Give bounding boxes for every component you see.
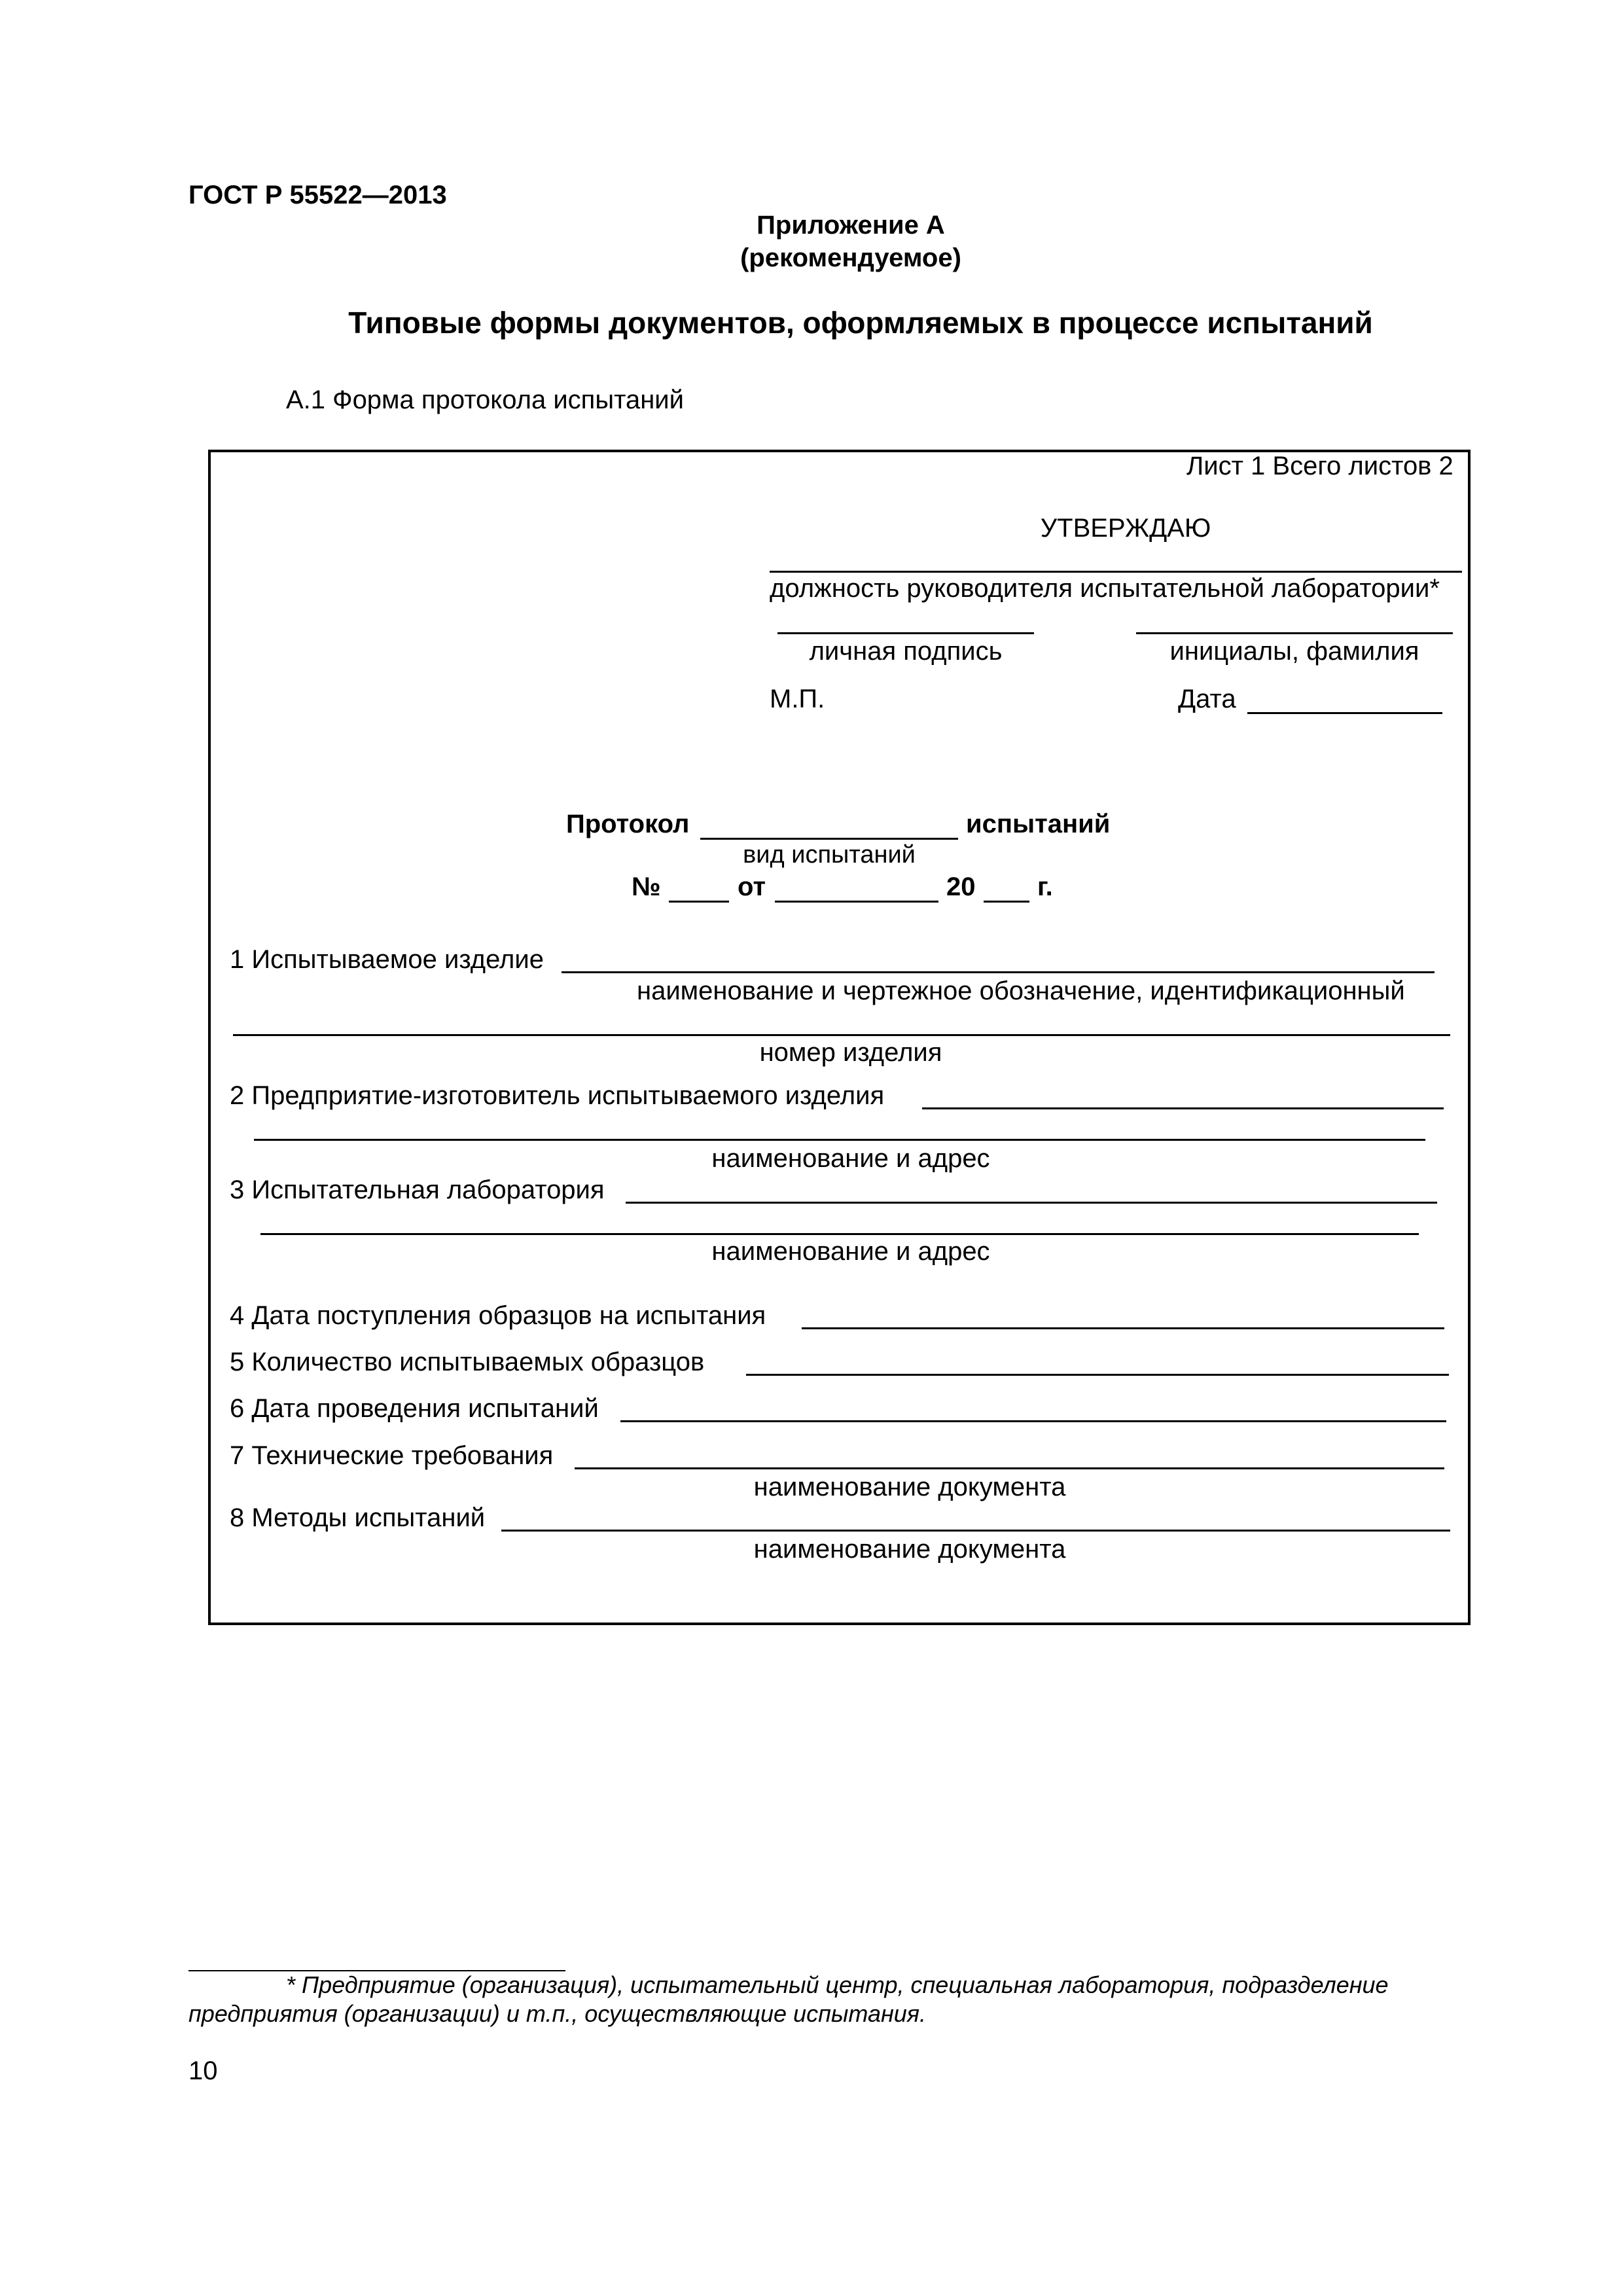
item-5-label: 5 Количество испытываемых образцов [230, 1348, 705, 1376]
footnote-line-1: * Предприятие (организация), испытательный центр, специальная лаборатория, подразделение [286, 1971, 1389, 1998]
footnote-line-2: предприятия (организации) и т.п., осуществляющие испытания. [188, 2000, 927, 2027]
item-7-line[interactable] [575, 1467, 1444, 1469]
signature-line[interactable] [777, 632, 1034, 634]
item-1-caption-2: номер изделия [759, 1038, 942, 1067]
approve-label: УТВЕРЖДАЮ [1040, 514, 1211, 543]
item-2-caption: наименование и адрес [711, 1144, 990, 1173]
item-1-label: 1 Испытываемое изделие [230, 945, 544, 974]
item-6-label: 6 Дата проведения испытаний [230, 1394, 599, 1423]
item-2-line[interactable] [922, 1107, 1444, 1109]
appendix-status: (рекомендуемое) [740, 243, 961, 272]
date-of-protocol-line[interactable] [775, 901, 938, 903]
date-label: Дата [1178, 685, 1236, 713]
name-line[interactable] [1136, 632, 1453, 634]
test-type-line[interactable] [700, 838, 958, 840]
stamp-label: М.П. [770, 685, 825, 713]
from-word: от [738, 872, 766, 901]
position-line[interactable] [770, 571, 1462, 573]
item-2-label: 2 Предприятие-изготовитель испытываемого изделия [230, 1081, 885, 1110]
item-3-caption: наименование и адрес [711, 1237, 990, 1266]
item-3-line-2[interactable] [260, 1233, 1419, 1235]
name-caption: инициалы, фамилия [1169, 637, 1419, 666]
tests-word: испытаний [966, 810, 1111, 838]
section-heading: А.1 Форма протокола испытаний [286, 386, 684, 414]
appendix-label: Приложение А [757, 211, 945, 240]
number-line[interactable] [669, 901, 729, 903]
item-4-label: 4 Дата поступления образцов на испытания [230, 1301, 766, 1330]
item-1-line[interactable] [562, 971, 1435, 973]
item-4-line[interactable] [802, 1327, 1444, 1329]
protocol-word: Протокол [566, 810, 690, 838]
item-7-label: 7 Технические требования [230, 1441, 554, 1470]
item-5-line[interactable] [746, 1374, 1449, 1376]
sheet-info: Лист 1 Всего листов 2 [1186, 452, 1454, 480]
item-2-line-2[interactable] [254, 1139, 1425, 1141]
item-3-line[interactable] [626, 1202, 1437, 1204]
number-sign: № [632, 872, 661, 901]
year-prefix: 20 [946, 872, 976, 901]
year-line[interactable] [984, 901, 1029, 903]
standard-code: ГОСТ Р 55522—2013 [188, 181, 447, 209]
position-caption: должность руководителя испытательной лаборатории* [770, 574, 1440, 603]
item-8-label: 8 Методы испытаний [230, 1503, 486, 1532]
item-1-line-2[interactable] [233, 1034, 1450, 1036]
year-suffix: г. [1037, 872, 1053, 901]
page-number: 10 [188, 2056, 218, 2085]
item-7-caption: наименование документа [753, 1473, 1066, 1501]
item-3-label: 3 Испытательная лаборатория [230, 1175, 605, 1204]
signature-caption: личная подпись [809, 637, 1003, 666]
item-6-line[interactable] [620, 1420, 1446, 1422]
item-1-caption: наименование и чертежное обозначение, идентификационный [637, 977, 1405, 1005]
test-type-caption: вид испытаний [743, 841, 916, 869]
item-8-caption: наименование документа [753, 1535, 1066, 1564]
date-line[interactable] [1247, 712, 1442, 714]
item-8-line[interactable] [501, 1530, 1450, 1532]
page-title: Типовые формы документов, оформляемых в процессе испытаний [348, 306, 1373, 340]
